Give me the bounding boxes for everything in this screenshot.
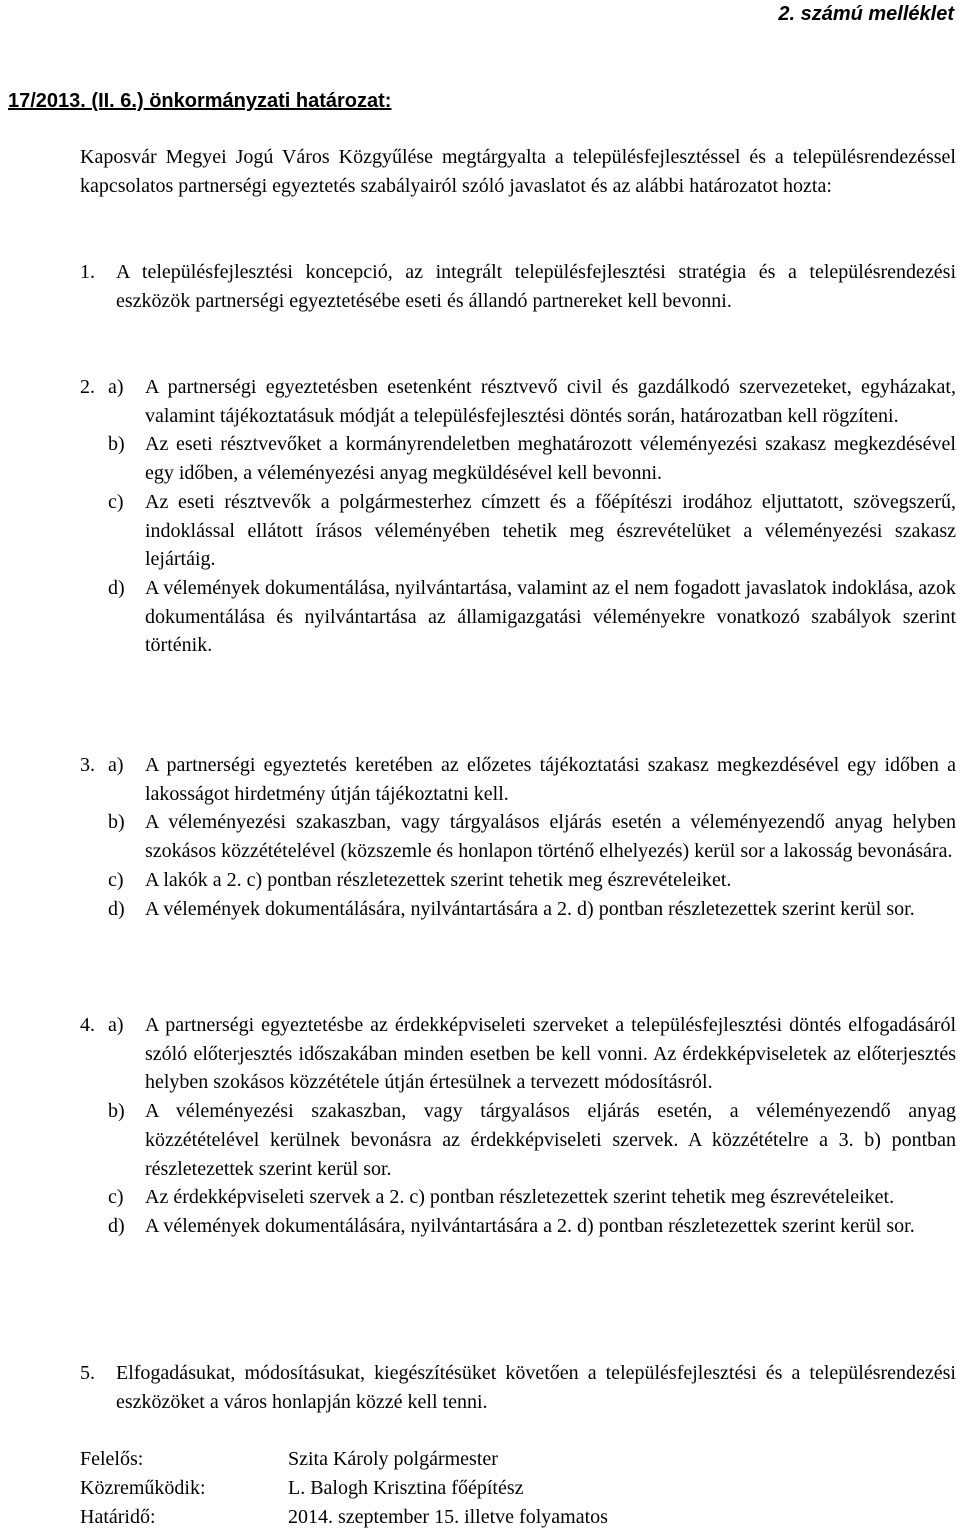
point-number: 2. [80,376,95,398]
signoff-value: Szita Károly polgármester [288,1448,498,1470]
point-5 [80,1359,956,1416]
signoff-label: Felelős: [80,1448,144,1470]
point-3 [80,751,956,923]
point-2 [80,373,956,660]
sub-text: A vélemények dokumentálása, nyilvántartása, valamint az el nem fogadott javaslatok indoklása, azok dokumentálása és nyilvántartása az államigazgatási véleményekre vonatkozó szabályok szerint történik. [145,576,956,657]
sub-text: A vélemények dokumentálására, nyilvántartására a 2. d) pontban részletezettek szerint kerül sor. [145,897,915,920]
sub-letter: d) [108,576,125,599]
resolution-title: önkormányzati határozat: [143,90,392,112]
sub-letter: c) [108,868,124,891]
sub-letter: d) [108,897,125,920]
sub-letter: b) [108,433,125,456]
sub-letter: a) [108,1014,124,1036]
point-text: Elfogadásukat, módosításukat, kiegészítésüket követően a településfejlesztési és a településrendezési eszközöket a város honlapján közzé kell tenni. [116,1362,956,1413]
point-number: 4. [80,1014,95,1036]
signoff-label: Határidő: [80,1506,156,1528]
sub-letter: c) [108,490,124,513]
signoff-row [80,1445,608,1474]
signoff-block [80,1445,608,1532]
sub-letter: d) [108,1214,125,1237]
point-number: 1. [80,261,95,283]
sub-text: A partnerségi egyeztetés keretében az előzetes tájékoztatási szakasz megkezdésével egy időben a lakosságot hirdetmény útján tájékoztatni kell. [145,754,956,805]
point-number: 3. [80,754,95,776]
point-1 [80,258,956,315]
sub-text: A vélemények dokumentálására, nyilvántartására a 2. d) pontban részletezettek szerint kerül sor. [145,1214,915,1237]
signoff-row [80,1503,608,1532]
resolution-number: 17/2013. (II. 6.) [8,90,144,112]
sub-text: A partnerségi egyeztetésbe az érdekképviseleti szerveket a településfejlesztési döntés elfogadásáról szóló előterjesztés időszakában minden esetben be kell vonni. Az érdekképviseletek az előterjesztés helyben szokásos közzététele útján értesülnek a tervezett módosításról. [145,1014,956,1094]
signoff-value: 2014. szeptember 15. illetve folyamatos [288,1506,608,1528]
sub-text: A lakók a 2. c) pontban részletezettek szerint tehetik meg észrevételeiket. [145,868,732,891]
intro-paragraph: Kaposvár Megyei Jogú Város Közgyűlése megtárgyalta a településfejlesztéssel és a településrendezéssel kapcsolatos partnerségi egyeztetés szabályairól szóló javaslatot és az alábbi határozatot hozta: [80,146,956,197]
signoff-value: L. Balogh Krisztina főépítész [288,1477,524,1499]
resolution-heading [8,88,391,114]
sub-text: A véleményezési szakaszban, vagy tárgyalásos eljárás esetén, a véleményezendő anyag közzétételével kerülnek bevonásra az érdekképviseleti szervek. A közzétételre a 3. b) pontban részletezettek szerint kerül sor. [145,1100,956,1180]
point-text: A településfejlesztési koncepció, az integrált településfejlesztési stratégia és a településrendezési eszközök partnerségi egyeztetésébe eseti és állandó partnereket kell bevonni. [116,261,956,312]
signoff-row [80,1474,608,1503]
annex-label: 2. számú melléklet [778,3,954,25]
sub-text: Az eseti résztvevőket a kormányrendeletben meghatározott véleményezési szakasz megkezdésével egy időben, a véleményezési anyag megküldésével kell bevonni. [145,433,956,485]
sub-text: A véleményezési szakaszban, vagy tárgyalásos eljárás esetén a véleményezendő anyag helyben szokásos közzétételével (közszemle és honlapon történő elhelyezés) kerül sor a lakosság bevonására. [145,811,956,863]
sub-letter: b) [108,1100,125,1123]
signoff-label: Közreműködik: [80,1477,206,1499]
sub-text: Az érdekképviseleti szervek a 2. c) pontban részletezettek szerint tehetik meg észrevételeiket. [145,1186,895,1209]
sub-letter: a) [108,376,124,398]
point-number: 5. [80,1362,95,1384]
sub-letter: a) [108,754,124,776]
sub-letter: b) [108,811,125,834]
point-4 [80,1011,956,1241]
sub-letter: c) [108,1186,124,1209]
sub-text: Az eseti résztvevők a polgármesterhez címzett és a főépítészi irodához eljuttatott, szövegszerű, indoklással ellátott írásos véleményében tehetik meg észrevételüket a véleményezési szakasz lejártáig. [145,490,956,571]
sub-text: A partnerségi egyeztetésben esetenként résztvevő civil és gazdálkodó szervezeteket, egyházakat, valamint tájékoztatásuk módját a településfejlesztési döntés során, határozatban kell rögzíteni. [145,376,956,427]
